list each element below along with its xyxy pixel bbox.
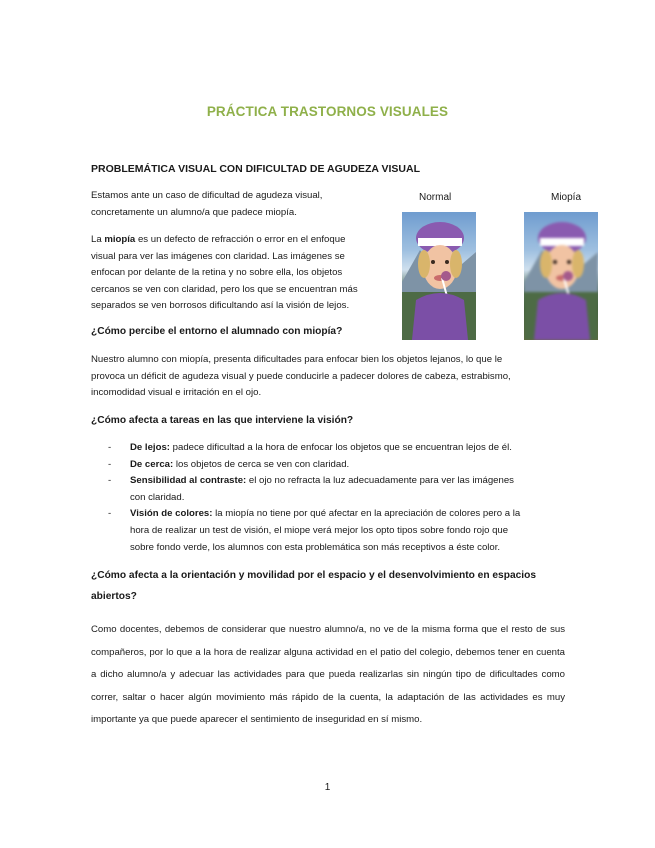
- definition-prefix: La: [91, 234, 102, 245]
- question-line: abiertos?: [91, 591, 137, 602]
- list-item-text: sobre fondo verde, los alumnos con esta problemática son más receptivos a éste color.: [130, 541, 501, 553]
- list-item-text: los objetos de cerca se ven con claridad.: [175, 458, 350, 470]
- list-item-text: hora de realizar un test de visión, el miope verá mejor los opto tipos sobre fondo rojo que: [130, 524, 509, 536]
- list-item-term: De cerca:: [130, 458, 174, 470]
- intro-line: concretamente un alumno/a que padece miopía.: [91, 206, 297, 218]
- definition-line: es un defecto de refracción o error en el enfoque: [137, 234, 346, 245]
- list-item-text: padece dificultad a la hora de enfocar los objetos que se encuentran lejos de él.: [172, 442, 512, 453]
- normal-caption: Normal: [419, 192, 452, 203]
- definition-line: enfocan por delante de la retina y no sobre ella, los objetos: [91, 267, 343, 279]
- list-item-term: Visión de colores:: [130, 508, 213, 520]
- myopia-caption: Miopía: [551, 192, 582, 203]
- intro-line: Estamos ante un caso de dificultad de agudeza visual,: [91, 190, 323, 201]
- effects-list: [108, 440, 568, 556]
- list-item-text: el ojo no refracta la luz adecuadamente para ver las imágenes: [248, 475, 514, 487]
- definition-paragraph: [91, 232, 358, 315]
- question-heading: ¿Cómo percibe el entorno el alumnado con miopía?: [91, 326, 343, 337]
- answer-line: provoca un déficit de agudeza visual y puede conducirle a padecer dolores de cabeza, estrabismo,: [91, 370, 511, 382]
- list-dash: -: [108, 442, 112, 453]
- page-title: PRÁCTICA TRASTORNOS VISUALES: [206, 104, 449, 119]
- answer-paragraph: [91, 352, 511, 402]
- definition-term: miopía: [104, 234, 136, 245]
- intro-paragraph: [91, 188, 322, 221]
- list-item-term: Sensibilidad al contraste:: [130, 475, 247, 487]
- list-item: [108, 506, 568, 556]
- answer-line: incomodidad visual e irritación en el ojo.: [91, 387, 262, 399]
- question-heading: [91, 565, 565, 607]
- answer-line: Nuestro alumno con miopía, presenta dificultades para enfocar bien los objetos lejanos, lo que le: [91, 354, 503, 365]
- definition-line: visual para ver las imágenes con claridad. Las imágenes se: [91, 250, 345, 262]
- list-item: [108, 473, 568, 506]
- question-heading: ¿Cómo afecta a tareas en las que interviene la visión?: [91, 415, 354, 426]
- list-dash: -: [108, 508, 112, 520]
- list-item-text: con claridad.: [130, 491, 185, 503]
- myopia-vision-photo: [524, 212, 598, 340]
- page-number: 1: [324, 782, 331, 793]
- section-heading: PROBLEMÁTICA VISUAL CON DIFICULTAD DE AGUDEZA VISUAL: [91, 163, 420, 175]
- list-item-text: la miopía no tiene por qué afectar en la apreciación de colores pero a la: [215, 508, 521, 520]
- list-item-term: De lejos:: [130, 442, 170, 453]
- closing-paragraph: Como docentes, debemos de considerar que nuestro alumno/a, no ve de la misma forma que el resto de sus compañeros, por lo que a la hora de realizar alguna actividad en el patio del colegio, debemos tener en cuenta a dicho alumno/a y adecuar las actividades para que pueda realizarlas sin ningún tipo de dificultades como correr, saltar o hacer algún movimiento más rápido de la cuenta, la adaptación de las actividades es muy importante ya que puede aparecer el sentimiento de inseguridad en sí mismo.: [91, 624, 565, 725]
- definition-line: separados se ven borrosos dificultando así la visión de lejos.: [91, 300, 350, 312]
- list-item: [108, 457, 568, 474]
- normal-vision-photo: [402, 212, 476, 340]
- question-line: ¿Cómo afecta a la orientación y movilidad por el espacio y el desenvolvimiento en espacios: [91, 570, 536, 581]
- list-item: [108, 440, 568, 457]
- list-dash: -: [108, 458, 112, 470]
- list-dash: -: [108, 475, 112, 487]
- definition-line: cercanos se ven con claridad, pero los que se encuentran más: [91, 283, 358, 295]
